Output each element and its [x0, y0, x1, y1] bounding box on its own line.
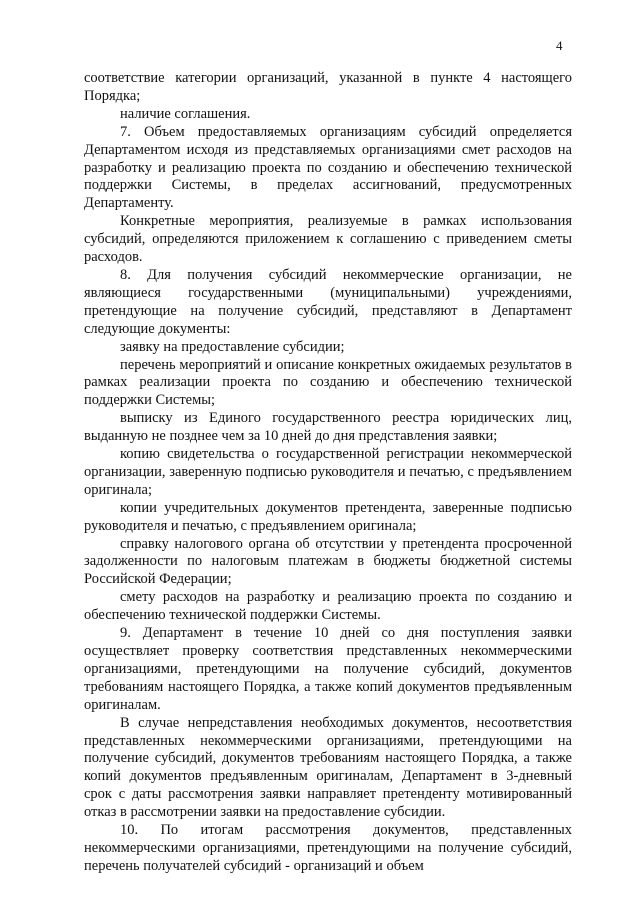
paragraph: 7. Объем предоставляемых организациям субсидий определяется Департаментом исходя из представляемых организациями смет расходов на разработку и реализацию проекта по созданию и обеспечению технической поддержки Системы, в пределах ассигнований, предусмотренных Департаменту. [84, 123, 572, 212]
document-body [84, 70, 572, 876]
paragraph: В случае непредставления необходимых документов, несоответствия представленных некоммерческими организациями, претендующими на получение субсидий, документов требованиям настоящего Порядка, а также копий документов предъявленным оригиналам, Департамент в 3-дневный срок с даты рассмотрения заявки направляет претенденту мотивированный отказ в рассмотрении заявки на предоставление субсидии. [84, 714, 572, 821]
paragraph: 8. Для получения субсидий некоммерческие организации, не являющиеся государственными (муниципальными) учреждениями, претендующие на получение субсидий, представляют в Департамент следующие документы: [84, 266, 572, 337]
paragraph: Конкретные мероприятия, реализуемые в рамках использования субсидий, определяются приложением к соглашению с приведением сметы расходов. [84, 213, 572, 266]
paragraph: наличие соглашения. [120, 105, 251, 122]
paragraph: 10. По итогам рассмотрения документов, представленных некоммерческими организациями, претендующими на получение субсидий, перечень получателей субсидий - организаций и объем [84, 822, 572, 874]
paragraph: смету расходов на разработку и реализацию проекта по созданию и обеспечению технической поддержки Системы. [84, 589, 572, 624]
paragraph: выписку из Единого государственного реестра юридических лиц, выданную не позднее чем за 10 дней до дня представления заявки; [84, 410, 572, 445]
paragraph: справку налогового органа об отсутствии у претендента просроченной задолженности по налоговым платежам в бюджеты бюджетной системы Российской Федерации; [84, 535, 572, 588]
paragraph: 9. Департамент в течение 10 дней со дня поступления заявки осуществляет проверку соответствия представленных некоммерческими организациями, претендующими на получение субсидий, документов требованиям настоящего Порядка, а также копий документов предъявленным оригиналам. [84, 625, 572, 713]
paragraph: копии учредительных документов претендента, заверенные подписью руководителя и печатью, с предъявлением оригинала; [84, 499, 572, 534]
paragraph: перечень мероприятий и описание конкретных ожидаемых результатов в рамках реализации проекта по созданию и обеспечению технической поддержки Системы; [84, 356, 572, 409]
page-number: 4 [556, 38, 563, 53]
paragraph: копию свидетельства о государственной регистрации некоммерческой организации, заверенную подписью руководителя и печатью, с предъявлением оригинала; [84, 446, 572, 498]
paragraph: соответствие категории организаций, указанной в пункте 4 настоящего Порядка; [84, 70, 572, 104]
paragraph: заявку на предоставление субсидии; [120, 338, 345, 355]
